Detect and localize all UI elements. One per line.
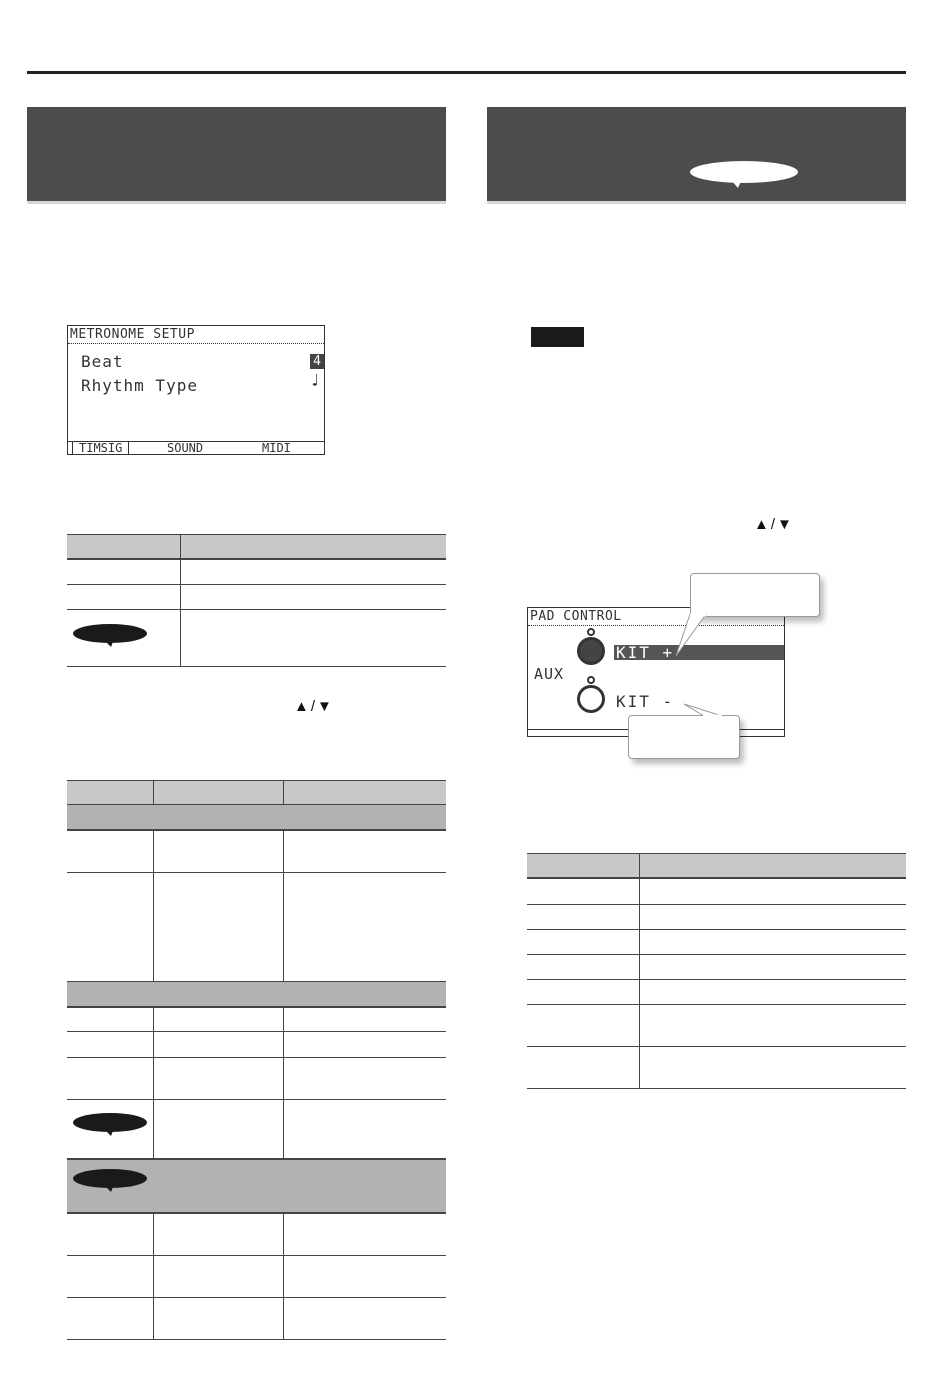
table2-line [67,1031,446,1032]
table3-row-line [527,904,906,905]
lcd-row-rhythm-label: Rhythm Type [81,376,198,395]
table2-line [67,1057,446,1058]
pad-knob-icon [587,676,595,684]
table2-col-divider [153,1007,154,1159]
tab-sound[interactable]: SOUND [167,441,204,455]
table2-line [67,1212,446,1214]
left-section-header [27,107,446,204]
callout-bottom [628,715,740,759]
table3-row-line [527,1004,906,1005]
table2-section-1 [67,805,446,829]
table2-col-divider [153,1213,154,1339]
up-down-arrow-icon: ▲/▼ [754,516,794,533]
pad-knob-icon [587,628,595,636]
kit-plus-item[interactable]: KIT + [616,643,675,662]
tab-timsig[interactable]: TIMSIG [72,441,129,455]
lcd-divider [528,625,784,626]
table2-section-2 [67,982,446,1006]
table2-line [67,1255,446,1256]
table2-line [67,1099,446,1100]
table3-row-line [527,1046,906,1047]
kit-minus-item[interactable]: KIT - [616,692,675,711]
lcd-divider [68,343,324,344]
lcd-tab-bar [68,441,324,454]
lcd-row-beat-value: 4 [310,354,324,369]
table1-divider [180,534,181,666]
pad-empty-icon [577,685,605,713]
lcd-title: METRONOME SETUP [70,327,195,342]
quarter-note-icon: ♩ [309,371,320,391]
right-section-header [487,107,906,204]
speech-bubble-icon [73,1169,147,1188]
table3-divider [639,853,640,1088]
speech-bubble-icon [73,624,147,643]
top-rule [27,71,906,74]
speech-bubble-icon [690,161,798,183]
note-label-icon [531,327,584,347]
pad-filled-icon [577,637,605,665]
table2-col-divider [283,830,284,981]
table3-row-line [527,929,906,930]
table2-line [67,829,446,831]
callout-top-pointer [676,612,716,658]
metronome-setup-screen [67,325,325,455]
table2-line [67,872,446,873]
table1-row-line [67,609,446,610]
speech-bubble-icon [73,1113,147,1132]
table2-line [67,1006,446,1008]
table1-row-line [67,584,446,585]
table2-col-divider [283,1213,284,1339]
table2-line [67,1297,446,1298]
table1-header [67,534,446,560]
table3-header [527,853,906,879]
lcd-title: PAD CONTROL [530,609,622,624]
table3-row-line [527,954,906,955]
aux-label: AUX [534,665,565,683]
lcd-row-beat-label: Beat [81,352,124,371]
table2-col-divider [153,830,154,981]
table3-row-line [527,979,906,980]
table1-bottom-line [67,666,446,667]
table2-col-divider [283,780,284,805]
tab-midi[interactable]: MIDI [262,441,291,455]
table2-col-divider [283,1007,284,1159]
callout-top [690,573,820,617]
up-down-arrow-icon: ▲/▼ [294,698,334,715]
table3-bottom-line [527,1088,906,1089]
table2-bottom-line [67,1339,446,1340]
callout-bottom-pointer [684,702,724,718]
table2-header [67,780,446,806]
table2-col-divider [153,780,154,805]
